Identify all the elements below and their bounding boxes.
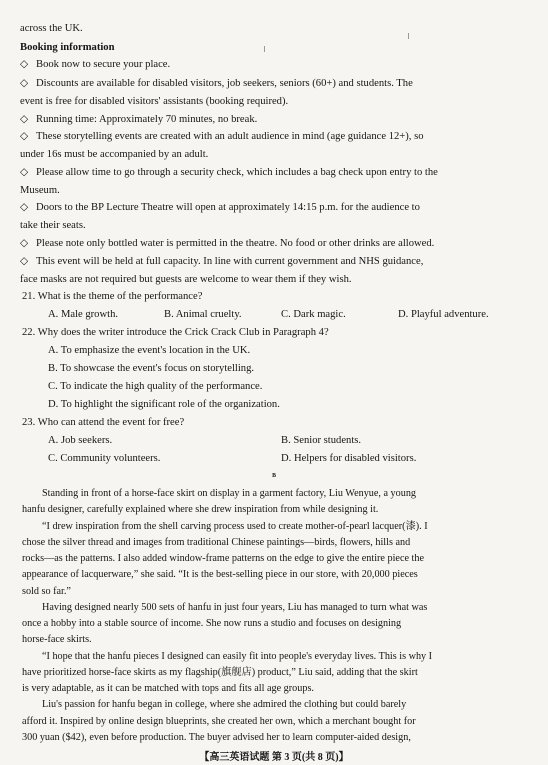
passage-line: chose the silver thread and images from traditional Chinese paintings—birds, flowers, hills and — [22, 537, 411, 548]
answer-option: A. To emphasize the event's location in the UK. — [48, 345, 251, 356]
passage-line: rocks—as the patterns. I also added window-frame patterns on the edge to give the entire piece the — [22, 553, 424, 564]
diamond-bullet-icon: ◇ — [20, 256, 29, 267]
passage-line: 300 yuan ($42), even before production. The buyer advised her to learn computer-aided design, — [22, 732, 411, 743]
passage-line: Liu's passion for hanfu began in college, where she admired the clothing but could barely — [42, 699, 407, 710]
answer-option: B. Animal cruelty. — [164, 309, 242, 320]
list-item — [20, 113, 257, 126]
answer-option: C. Community volunteers. — [48, 453, 161, 464]
answer-option: A. Male growth. — [48, 309, 119, 320]
passage-line: Standing in front of a horse-face skirt on display in a garment factory, Liu Wenyue, a young — [42, 488, 417, 499]
answer-option: B. Senior students. — [281, 435, 362, 446]
passage-line: once a hobby into a stable source of income. She now runs a studio and focuses on designing — [22, 618, 402, 629]
passage-line: sold so far.” — [22, 586, 71, 597]
list-item-continuation: Museum. — [20, 185, 60, 196]
answer-option: C. Dark magic. — [281, 309, 346, 320]
answer-option: B. To showcase the event's focus on storytelling. — [48, 363, 255, 374]
passage-line: Having designed nearly 500 sets of hanfu in just four years, Liu has managed to turn what was — [42, 602, 428, 613]
answer-option: D. Helpers for disabled visitors. — [281, 453, 417, 464]
section-label: B — [272, 473, 276, 479]
list-item-continuation: event is free for disabled visitors' assistants (booking required). — [20, 96, 289, 107]
list-item-text: Discounts are available for disabled visitors, job seekers, seniors (60+) and students. The — [36, 78, 413, 89]
passage-line: afford it. Inspired by online design blueprints, she created her own, which a merchant bought for — [22, 716, 416, 727]
list-item-text: Please allow time to go through a security check, which includes a bag check upon entry to the — [36, 167, 438, 178]
list-item-continuation: under 16s must be accompanied by an adult. — [20, 149, 209, 160]
answer-option: D. Playful adventure. — [398, 309, 489, 320]
scan-mark — [264, 46, 265, 52]
list-item-text: These storytelling events are created with an adult audience in mind (age guidance 12+), so — [36, 131, 424, 142]
intro-tail: across the UK. — [20, 23, 83, 34]
list-item-text: Doors to the BP Lecture Theatre will open at approximately 14:15 p.m. for the audience to — [36, 202, 420, 213]
list-item — [20, 77, 413, 90]
list-item — [20, 58, 170, 71]
answer-option: C. To indicate the high quality of the performance. — [48, 381, 263, 392]
booking-heading: Booking information — [20, 42, 115, 53]
diamond-bullet-icon: ◇ — [20, 238, 29, 249]
passage-line: have prioritized horse-face skirts as my flagship(旗舰店) product,” Liu said, adding that the skirt — [22, 667, 418, 678]
passage-line: horse-face skirts. — [22, 634, 92, 645]
diamond-bullet-icon: ◇ — [20, 59, 29, 70]
question-stem: 21. What is the theme of the performance? — [22, 291, 203, 302]
list-item — [20, 166, 438, 179]
list-item — [20, 130, 424, 143]
scan-mark — [408, 33, 409, 39]
list-item-text: Running time: Approximately 70 minutes, no break. — [36, 114, 258, 125]
list-item-continuation: take their seats. — [20, 220, 86, 231]
list-item — [20, 255, 423, 268]
list-item — [20, 237, 434, 250]
diamond-bullet-icon: ◇ — [20, 114, 29, 125]
list-item-text: This event will be held at full capacity. In line with current government and NHS guidance, — [36, 256, 424, 267]
list-item — [20, 201, 420, 214]
passage-line: hanfu designer, carefully explained where she drew inspiration from while designing it. — [22, 504, 379, 515]
diamond-bullet-icon: ◇ — [20, 202, 29, 213]
list-item-text: Book now to secure your place. — [36, 59, 171, 70]
list-item-text: Please note only bottled water is permitted in the theatre. No food or other drinks are allowed. — [36, 238, 435, 249]
page-footer: 【高三英语试题 第 3 页(共 8 页)】 — [199, 752, 349, 763]
diamond-bullet-icon: ◇ — [20, 167, 29, 178]
list-item-continuation: face masks are not required but guests are welcome to wear them if they wish. — [20, 274, 352, 285]
passage-line: “I hope that the hanfu pieces I designed can easily fit into people's everyday lives. This is why I — [42, 651, 433, 662]
passage-line: is very adaptable, as it can be matched with tops and fits all age groups. — [22, 683, 314, 694]
question-stem: 22. Why does the writer introduce the Crick Crack Club in Paragraph 4? — [22, 327, 329, 338]
passage-line: “I drew inspiration from the shell carving process used to create mother-of-pearl lacquer(漆). I — [42, 521, 428, 532]
diamond-bullet-icon: ◇ — [20, 131, 29, 142]
diamond-bullet-icon: ◇ — [20, 78, 29, 89]
answer-option: A. Job seekers. — [48, 435, 113, 446]
question-stem: 23. Who can attend the event for free? — [22, 417, 185, 428]
answer-option: D. To highlight the significant role of the organization. — [48, 399, 280, 410]
passage-line: appearance of lacquerware,” she said. “It is the best-selling piece in our store, with 20,000 pieces — [22, 569, 418, 580]
